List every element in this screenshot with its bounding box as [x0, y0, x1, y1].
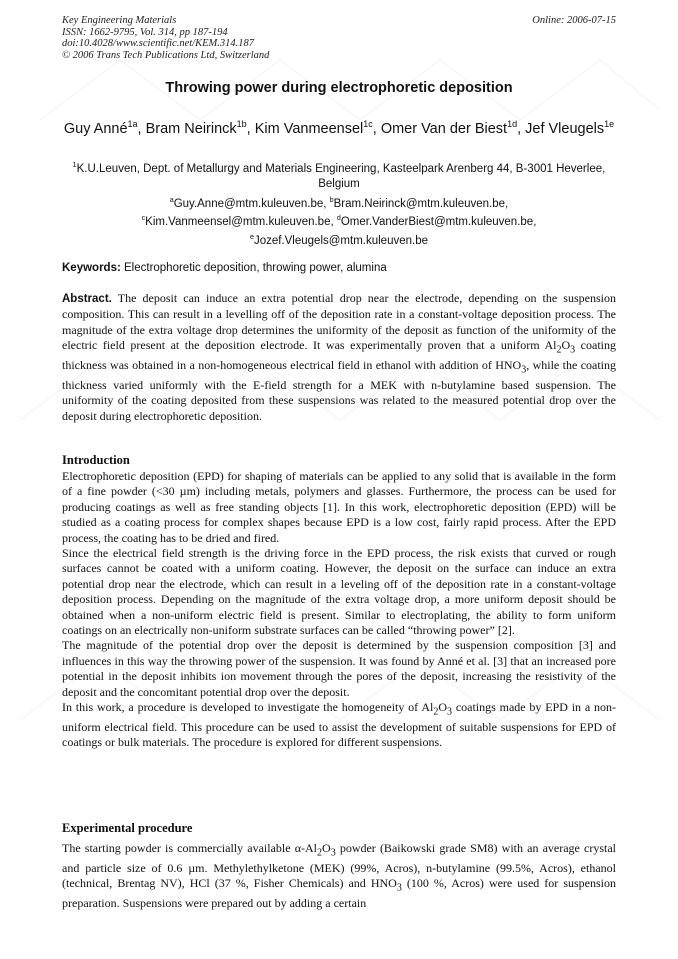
abstract-text: The deposit can induce an extra potential drop near the electrode, depending on the suspension composition. This can result in a levelling off of the deposition rate in a constant-voltage deposition process. The magnitude of the extra voltage drop determines the uniformity of the deposit as function of the uniformity of the electric field present at the deposition electrode. It was experimentally proven that a uniform Al — [62, 291, 616, 353]
abstract-text: O — [561, 338, 571, 353]
subscript: 2 — [317, 847, 323, 859]
subscript: 3 — [570, 344, 576, 356]
paragraph-text: coatings made by EPD in a non-uniform electrical field. This procedure can be used to assist the development of suitable suspensions for EPD of coatings or bulk materials. The procedure is explored for different suspensions. — [62, 700, 616, 750]
email-sup: e — [249, 232, 254, 241]
abstract-text: coating thickness was obtained in a non-homogeneous electrical field in ethanol with addition of HNO — [62, 338, 616, 373]
email-sup: d — [336, 214, 341, 223]
journal-issn: ISSN: 1662-9795, Vol. 314, pp 187-194 — [62, 26, 228, 38]
abstract-label: Abstract. — [62, 293, 112, 305]
paragraph — [62, 841, 616, 911]
paragraph — [62, 700, 616, 751]
journal-name: Key Engineering Materials — [62, 15, 177, 26]
section-heading: Introduction — [62, 453, 130, 467]
journal-header — [62, 15, 616, 61]
subscript: 3 — [330, 847, 336, 859]
email-sup: a — [169, 196, 174, 204]
author-sup: 1c — [363, 119, 373, 129]
affiliation — [62, 158, 616, 192]
author-sup: 1b — [236, 119, 247, 129]
email-sup: c — [141, 214, 146, 223]
paragraph: Electrophoretic deposition (EPD) for shaping of materials can be applied to any solid that is available in the form of a fine powder (<30 µm) including metals, polymers and glasses. Furthermore, the process can be used for producing coatings as well as free standing objects [1]. In this work, electrophoretic deposition (EPD) will be studied as a coating process for complex shapes because EPD is a low cost, fairly rapid process. After the EPD process, the coating has to be dried and fired. — [62, 469, 616, 545]
affiliation-sup: 1 — [72, 161, 77, 169]
author-sup: 1a — [127, 119, 138, 129]
online-date: Online: 2006-07-15 — [532, 15, 616, 26]
author-name: Bram Neirinck — [145, 120, 237, 137]
subscript: 2 — [556, 344, 562, 356]
affiliation-text: K.U.Leuven, Dept. of Metallurgy and Materials Engineering, Kasteelpark Arenberg 44, B-3001 Heverlee, Belgium — [76, 162, 606, 190]
paragraph-text: O — [322, 841, 331, 855]
email-link[interactable]: Guy.Anne@mtm.kuleuven.be, — [173, 197, 327, 210]
abstract-text: , while the coating thickness varied uniformly with the E-field strength for a MEK with n-butylamine based suspension. The uniformity of the coating deposited from these suspensions was related to the measured potential drop over the deposit during electrophoretic deposition. — [62, 358, 617, 423]
author-name: Guy Anné — [63, 120, 128, 137]
email-list — [62, 193, 616, 248]
journal-doi: doi:10.4028/www.scientific.net/KEM.314.187 — [62, 38, 254, 49]
author-list: Guy Anné$^{1a}$, Bram Neirinck$^{1b}$, Kim Vanmeensel$^{1c}$, Omer Van der Biest$^{1d}$, Jef Vleugels$^{1e}$ — [63, 119, 615, 137]
paragraph-text: (100 %, Acros) were used for suspension preparation. Suspensions were prepared out by adding a certain — [62, 876, 616, 910]
keywords-label: Keywords: — [62, 262, 121, 274]
subscript: 3 — [521, 364, 527, 376]
subscript: 3 — [396, 882, 402, 894]
experimental-section — [62, 821, 616, 911]
keywords-text: Electrophoretic deposition, throwing power, alumina — [124, 262, 387, 274]
subscript: 3 — [447, 706, 452, 718]
paragraph: The magnitude of the potential drop over the deposit is determined by the suspension composition [3] and influences in this way the throwing power of the suspension. It was found by Anné et al. [3] that an increased pore potential in the deposit inhibits ion movement through the pores of the deposit, increasing the resistivity of the deposit and the concomitant potential drop over the deposit. — [62, 638, 616, 699]
email-link[interactable]: Kim.Vanmeensel@mtm.kuleuven.be, — [145, 216, 334, 229]
email-sup: b — [329, 196, 334, 204]
author-sup: 1e — [604, 119, 615, 129]
email-link[interactable]: Jozef.Vleugels@mtm.kuleuven.be — [253, 234, 428, 247]
abstract — [62, 291, 616, 424]
paragraph-text: The starting powder is commercially available — [62, 841, 295, 855]
paragraph-text: powder (Baikowski grade SM8) with an average crystal and particle size of 0.6 µm. Methylethylketone (MEK) (99%, Acros), n-butylamine (99.5%, Acros), ethanol (technical, Brentag NV), HCl (37 %, Fisher Chemicals) and HNO — [62, 841, 616, 891]
introduction-section — [62, 453, 616, 751]
journal-copyright: © 2006 Trans Tech Publications Ltd, Switzerland — [62, 49, 270, 61]
alpha-symbol: α — [294, 841, 302, 855]
keywords — [62, 262, 616, 274]
paragraph-text: -Al — [301, 841, 318, 855]
author-name: Jef Vleugels — [525, 120, 605, 137]
paragraph-text: In this work, a procedure is developed to investigate the homogeneity of Al — [62, 700, 434, 715]
section-heading: Experimental procedure — [62, 821, 193, 835]
email-link[interactable]: Omer.VanderBiest@mtm.kuleuven.be, — [340, 216, 537, 229]
email-link[interactable]: Bram.Neirinck@mtm.kuleuven.be, — [333, 197, 509, 210]
author-name: Omer Van der Biest — [380, 120, 508, 137]
paragraph: Since the electrical field strength is the driving force in the EPD process, the risk exists that curved or rough surfaces cannot be coated with a uniform coating. However, the deposit on the surface can induce an extra potential drop near the electrode, which can result in a leveling off of the deposition rate in a constant-voltage deposition process. Depending on the magnitude of the extra voltage drop, a more uniform deposit should be obtained when a non-uniform electric field is present. Similar to electroplating, the ability to form uniform coatings on an electrically non-uniform substrate surfaces can be called “throwing power” [2]. — [62, 546, 616, 638]
author-sup: 1d — [507, 119, 518, 129]
paragraph-text: O — [438, 700, 447, 715]
paper-title: Throwing power during electrophoretic deposition — [165, 80, 513, 96]
author-name: Kim Vanmeensel — [254, 120, 364, 137]
subscript: 2 — [433, 706, 439, 718]
